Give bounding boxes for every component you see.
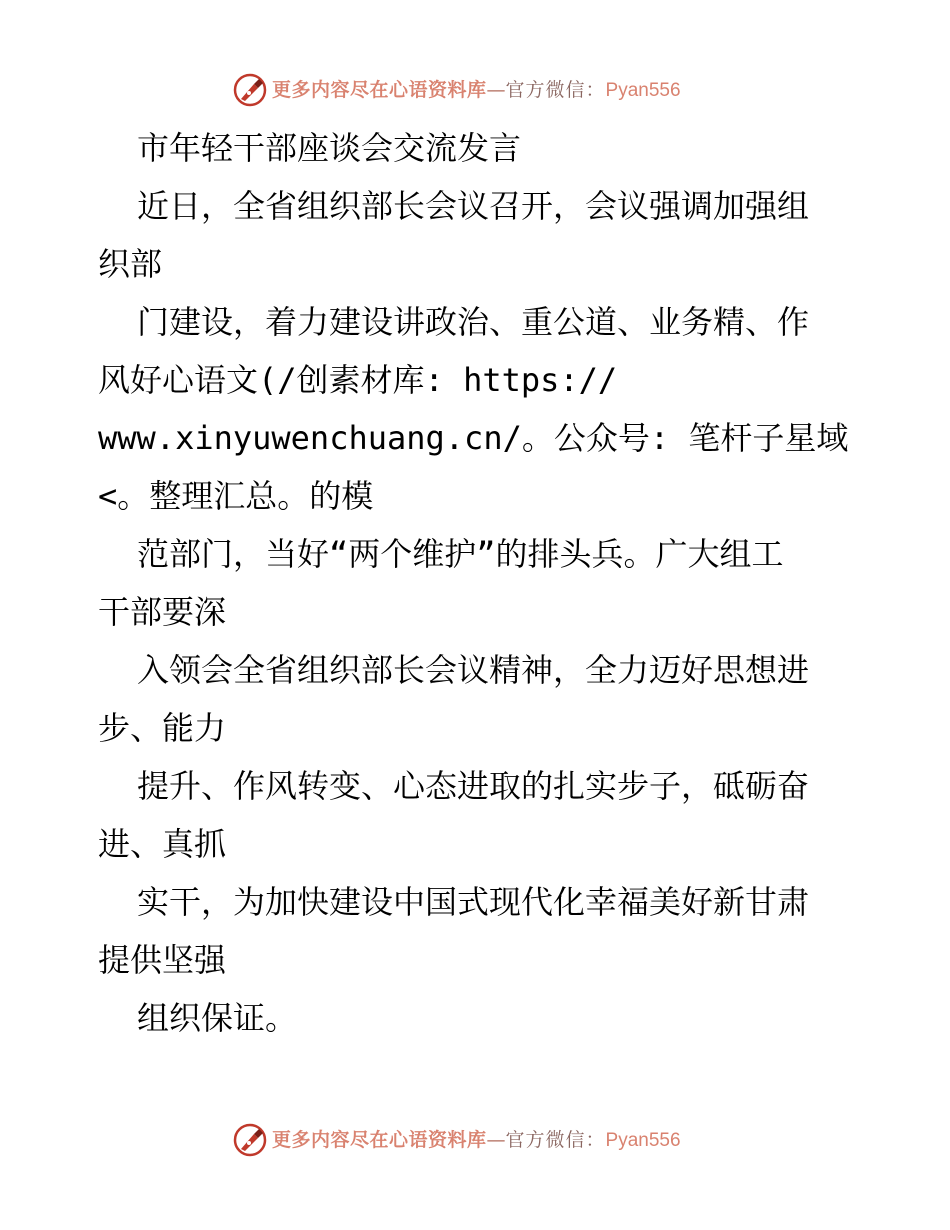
document-title: 市年轻干部座谈会交流发言 — [137, 129, 522, 167]
watermark-wechat-label: 官方微信： — [505, 79, 606, 101]
pen-nib-icon — [232, 72, 268, 108]
watermark-brand: 更多内容尽在心语资料库 — [272, 79, 487, 101]
watermark-wechat-label: 官方微信： — [505, 1129, 606, 1151]
text-line: 提供坚强 — [98, 941, 227, 979]
text-line: 入领会全省组织部长会议精神，全力迈好思想进 — [137, 651, 810, 689]
text-line: 范部门，当好“两个维护”的排头兵。广大组工 — [137, 535, 784, 573]
text-line: 干部要深 — [98, 593, 227, 631]
text-line: 步、能力 — [98, 709, 227, 747]
pen-nib-icon — [232, 1122, 268, 1158]
watermark-brand: 更多内容尽在心语资料库 — [272, 1129, 487, 1151]
text-line: 近日，全省组织部长会议召开，会议强调加强组 — [137, 187, 810, 225]
watermark-text — [272, 1127, 681, 1154]
text-line: www.xinyuwenchuang.cn/。公众号: 笔杆子星域 — [98, 419, 849, 457]
watermark-text — [272, 77, 681, 104]
watermark-account: Pyan556 — [605, 1130, 681, 1151]
text-line: 织部 — [98, 245, 163, 283]
watermark-dash: — — [486, 79, 506, 101]
text-line: 实干，为加快建设中国式现代化幸福美好新甘肃 — [137, 883, 810, 921]
text-line: 组织保证。 — [137, 999, 298, 1037]
text-line: 提升、作风转变、心态进取的扎实步子，砥砺奋 — [137, 767, 810, 805]
watermark-dash: — — [486, 1129, 506, 1151]
text-line: <。整理汇总。的模 — [98, 477, 374, 515]
watermark-account: Pyan556 — [605, 80, 681, 101]
text-line: 风好心语文(/创素材库: https:// — [98, 361, 618, 399]
text-line: 门建设，着力建设讲政治、重公道、业务精、作 — [137, 303, 810, 341]
watermark-banner-top — [0, 70, 950, 110]
watermark-banner-bottom — [0, 1120, 950, 1160]
text-line: 进、真抓 — [98, 825, 227, 863]
